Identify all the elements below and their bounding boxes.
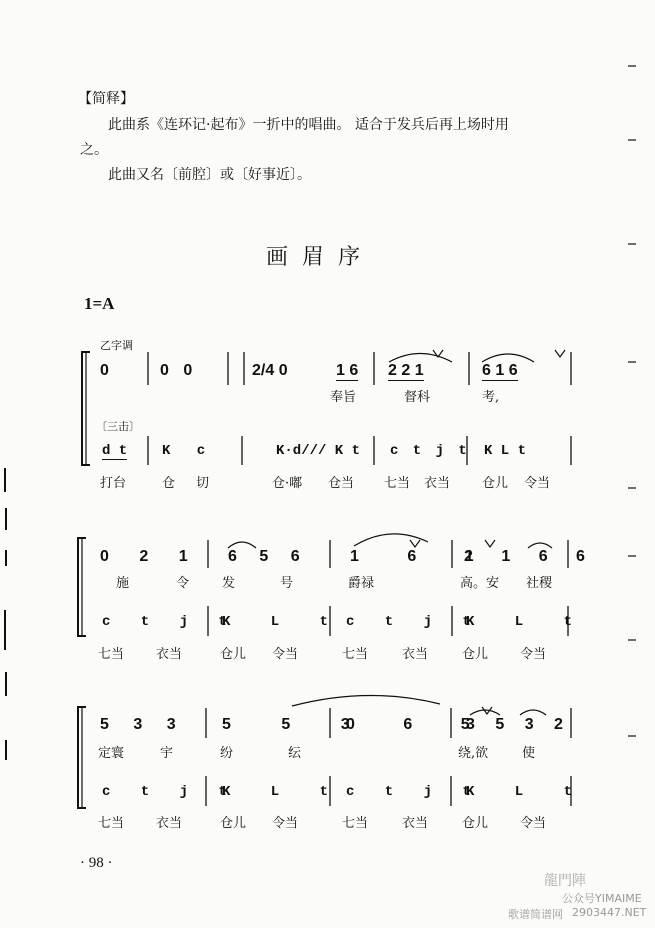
lyric: 纷 [220,746,234,761]
percussion-word: 令当 [520,647,547,662]
percussion-bar: c t j t [346,784,471,800]
percussion-word: 衣当 [156,816,183,831]
percussion-word: 衣当 [156,647,183,662]
percussion-word: 七当 [98,816,125,831]
notes-line-1-cont: 之。 [80,142,108,158]
melody-bar: 0 2 1 [100,548,188,565]
percussion-word: 七当 [342,647,369,662]
lyric: 令 [176,576,190,591]
melody-bar: 5 3 3 [100,716,176,733]
percussion-label: 〔三击〕 [96,420,140,433]
percussion-bar: K L t [222,784,329,800]
melody-bar: 5 5 3 [222,716,350,733]
melody-bar: 2 2 1 [388,362,424,379]
percussion-word: 仓当 [328,476,355,491]
lyric: 爵禄 [348,576,375,591]
percussion-word: 切 [196,476,210,491]
voice-label: 乙字调 [100,339,133,352]
percussion-word: 令当 [272,816,299,831]
lyric: 使 [522,746,536,761]
percussion-word: 七当 [98,647,125,662]
key-signature: 1=A [84,294,115,313]
percussion-bar: c t j t [346,614,471,630]
percussion-bar: K L t [466,784,573,800]
percussion-word: 打台 [100,476,127,491]
notes-line-1: 此曲系《连环记·起布》一折中的唱曲。 适合于发兵后再上场时用 [108,117,509,133]
percussion-word: 仓儿 [462,647,489,662]
lyric: 绕,欲 [458,746,489,761]
lyric: 高。安 [460,576,500,591]
percussion-bar: K L t [466,614,573,630]
percussion-word: 衣当 [424,476,451,491]
notes-line-2: 此曲又名〔前腔〕或〔好事近〕。 [108,167,311,183]
watermark-line2: 歌谱简谱网 [508,908,563,921]
lyric: 号 [280,576,294,591]
percussion-bar: K L t [484,443,527,459]
melody-bar: 6 5 6 [228,548,300,565]
piece-title: 画眉序 [266,245,375,270]
melody-bar: 3 5 3 2 [466,716,563,733]
percussion-word: 仓·嘟 [272,476,303,491]
watermark-line3: 2903447.NET [572,906,647,919]
lyric: 宇 [160,746,174,761]
percussion-word: 七当 [384,476,411,491]
percussion-word: 七当 [342,816,369,831]
percussion-word: 仓儿 [482,476,509,491]
melody-bar: 0 [100,362,109,379]
lyric: 社稷 [526,576,553,591]
percussion-bar: c t j t [102,614,227,630]
percussion-bar: K c [162,443,206,459]
lyric: 发 [222,576,236,591]
percussion-bar: d t [102,443,128,459]
lyric: 奉旨 [330,390,357,405]
watermark-logo: 龍門陣 [544,873,586,889]
percussion-word: 仓儿 [462,816,489,831]
percussion-bar: K·d/// K t [276,443,361,459]
lyric: 施 [116,576,130,591]
notes-heading: 【简释】 [78,91,134,107]
melody-bar: 2/4 0 [252,362,288,379]
lyric: 督科 [404,390,431,405]
percussion-word: 衣当 [402,816,429,831]
lyric: 纭 [288,746,302,761]
lyric: 考, [482,390,500,405]
percussion-word: 令当 [272,647,299,662]
melody-bar: 1 6 1 [350,548,474,565]
percussion-bar: c t j t [390,443,467,459]
melody-bar: 1 6 [336,362,359,379]
percussion-word: 仓儿 [220,647,247,662]
percussion-word: 仓 [162,476,176,491]
watermark-line1: 公众号YIMAIME [562,892,642,905]
lyric: 定寰 [98,746,125,761]
percussion-word: 令当 [524,476,551,491]
percussion-word: 令当 [520,816,547,831]
melody-bar: 2 1 6 6 [464,548,585,565]
melody-bar: 6 1 6 [482,362,518,379]
percussion-bar: K L t [222,614,329,630]
melody-bar: 0 0 [160,362,193,379]
melody-bar: 0 6 5 [346,716,470,733]
page-number: · 98 · [80,855,113,871]
percussion-bar: c t j t [102,784,227,800]
percussion-word: 仓儿 [220,816,247,831]
percussion-word: 衣当 [402,647,429,662]
